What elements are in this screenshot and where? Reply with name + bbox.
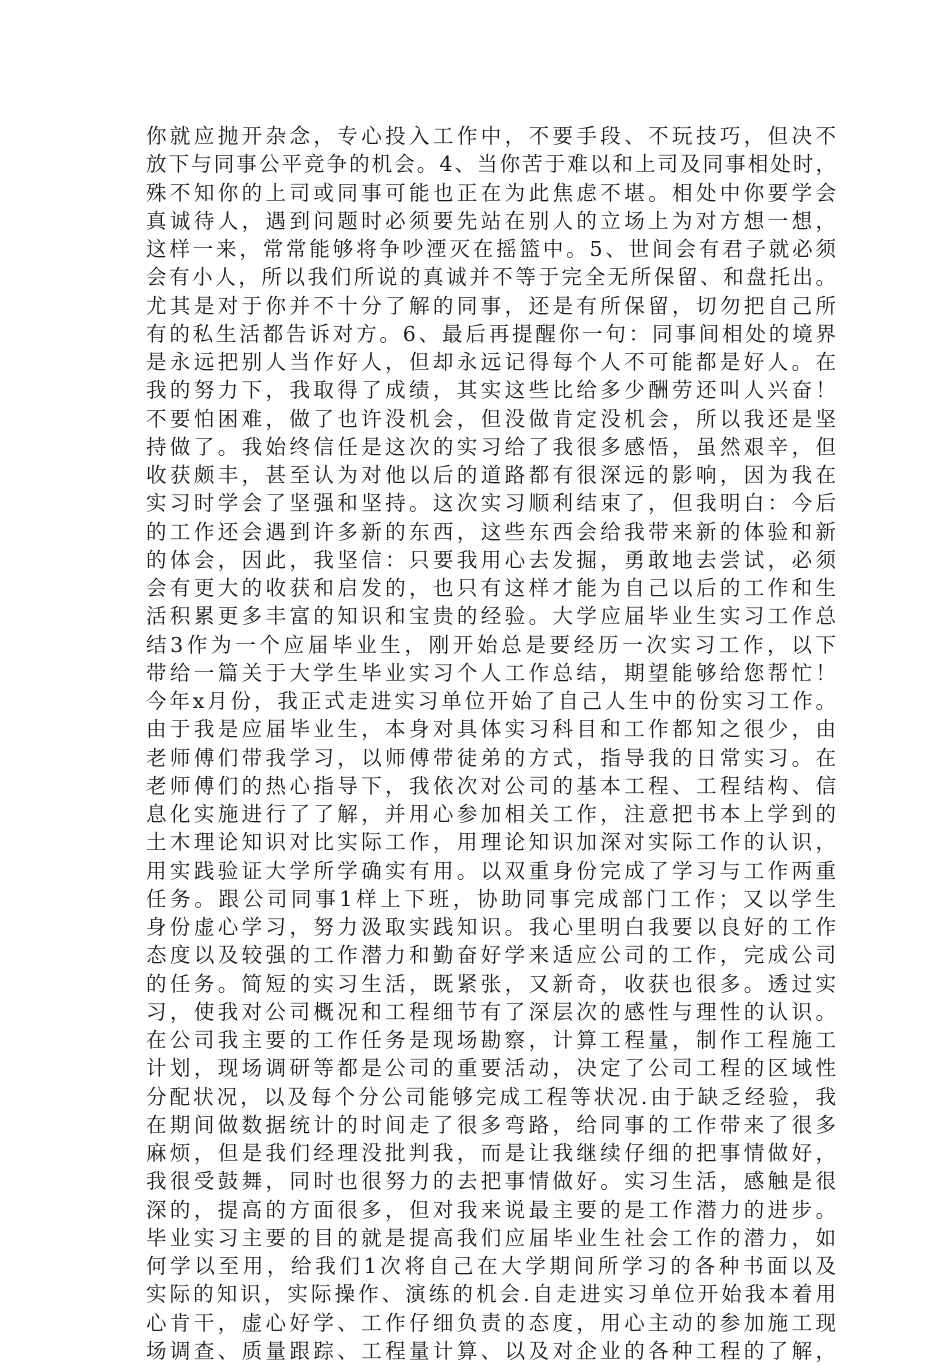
text-line: 土木理论知识对比实际工作，用理论知识加深对实际工作的认识， (146, 830, 836, 855)
text-line: 实习时学会了坚强和坚持。这次实习顺利结束了，但我明白：今后 (146, 491, 836, 516)
text-line: 心肯干，虚心好学、工作仔细负责的态度，用心主动的参加施工现 (146, 1310, 836, 1335)
text-line: 活积累更多丰富的知识和宝贵的经验。大学应届毕业生实习工作总 (146, 604, 836, 629)
text-line: 老师傅们带我学习，以师傅带徒弟的方式，指导我的日常实习。在 (146, 745, 836, 770)
body-text (146, 122, 836, 1365)
text-line: 带给一篇关于大学生毕业实习个人工作总结，期望能够给您帮忙！ (146, 660, 836, 685)
text-line: 习，使我对公司概况和工程细节有了深层次的感性与理性的认识。 (146, 999, 836, 1024)
text-line: 计划，现场调研等都是公司的重要活动，决定了公司工程的区域性 (146, 1056, 836, 1081)
text-line: 的任务。简短的实习生活，既紧张，又新奇，收获也很多。透过实 (146, 971, 836, 996)
text-line: 我的努力下，我取得了成绩，其实这些比给多少酬劳还叫人兴奋！ (146, 378, 836, 403)
text-line: 毕业实习主要的目的就是提高我们应届毕业生社会工作的潜力，如 (146, 1225, 836, 1250)
text-line: 任务。跟公司同事1样上下班，协助同事完成部门工作；又以学生 (146, 886, 836, 911)
text-line: 你就应抛开杂念，专心投入工作中，不要手段、不玩技巧，但决不 (146, 124, 836, 148)
text-line: 用实践验证大学所学确实有用。以双重身份完成了学习与工作两重 (146, 858, 836, 883)
text-line: 尤其是对于你并不十分了解的同事，还是有所保留，切勿把自己所 (146, 293, 836, 318)
text-line: 结3作为一个应届毕业生，刚开始总是要经历一次实习工作，以下 (146, 632, 836, 657)
text-line: 态度以及较强的工作潜力和勤奋好学来适应公司的工作，完成公司 (146, 943, 836, 968)
text-line: 麻烦，但是我们经理没批判我，而是让我继续仔细的把事情做好， (146, 1141, 836, 1165)
text-line: 在期间做数据统计的时间走了很多弯路，给同事的工作带来了很多 (146, 1112, 836, 1137)
text-line: 老师傅们的热心指导下，我依次对公司的基本工程、工程结构、信 (146, 773, 836, 798)
text-line: 场调查、质量跟踪、工程量计算、以及对企业的各种工程的了解， (146, 1338, 836, 1363)
text-line: 的工作还会遇到许多新的东西，这些东西会给我带来新的体验和新 (146, 519, 836, 544)
text-line: 息化实施进行了了解，并用心参加相关工作，注意把书本上学到的 (146, 802, 836, 826)
text-line: 收获颇丰，甚至认为对他以后的道路都有很深远的影响，因为我在 (146, 463, 836, 487)
text-line: 这样一来，常常能够将争吵湮灭在摇篮中。5、世间会有君子就必须 (146, 237, 836, 261)
text-line: 的体会，因此，我坚信：只要我用心去发掘，勇敢地去尝试，必须 (146, 547, 836, 572)
text-line: 持做了。我始终信任是这次的实习给了我很多感悟，虽然艰辛，但 (146, 434, 836, 459)
text-line: 今年x月份，我正式走进实习单位开始了自己人生中的份实习工作。 (146, 689, 836, 713)
text-line: 深的，提高的方面很多，但对我来说最主要的是工作潜力的进步。 (146, 1197, 836, 1222)
text-line: 有的私生活都告诉对方。6、最后再提醒你一句：同事间相处的境界 (146, 321, 836, 346)
text-line: 殊不知你的上司或同事可能也正在为此焦虑不堪。相处中你要学会 (146, 180, 836, 205)
text-line: 实际的知识，实际操作、演练的机会.自走进实习单位开始我本着用 (146, 1282, 836, 1307)
text-line: 我很受鼓舞，同时也很努力的去把事情做好。实习生活，感触是很 (146, 1169, 836, 1194)
text-line: 会有小人，所以我们所说的真诚并不等于完全无所保留、和盘托出。 (146, 265, 836, 290)
text-line: 放下与同事公平竞争的机会。4、当你苦于难以和上司及同事相处时， (146, 152, 836, 177)
text-line: 身份虚心学习，努力汲取实践知识。我心里明白我要以良好的工作 (146, 915, 836, 939)
text-line: 真诚待人，遇到问题时必须要先站在别人的立场上为对方想一想， (146, 208, 836, 233)
text-line: 分配状况，以及每个分公司能够完成工程等状况.由于缺乏经验，我 (146, 1084, 836, 1109)
text-line: 会有更大的收获和启发的，也只有这样才能为自己以后的工作和生 (146, 576, 836, 600)
text-line: 何学以至用，给我们1次将自己在大学期间所学习的各种书面以及 (146, 1254, 836, 1278)
text-line: 不要怕困难，做了也许没机会，但没做肯定没机会，所以我还是坚 (146, 406, 836, 431)
text-line: 在公司我主要的工作任务是现场勘察，计算工程量，制作工程施工 (146, 1028, 836, 1052)
text-line: 是永远把别人当作好人，但却永远记得每个人不可能都是好人。在 (146, 350, 836, 374)
text-line: 由于我是应届毕业生，本身对具体实习科目和工作都知之很少，由 (146, 717, 836, 742)
